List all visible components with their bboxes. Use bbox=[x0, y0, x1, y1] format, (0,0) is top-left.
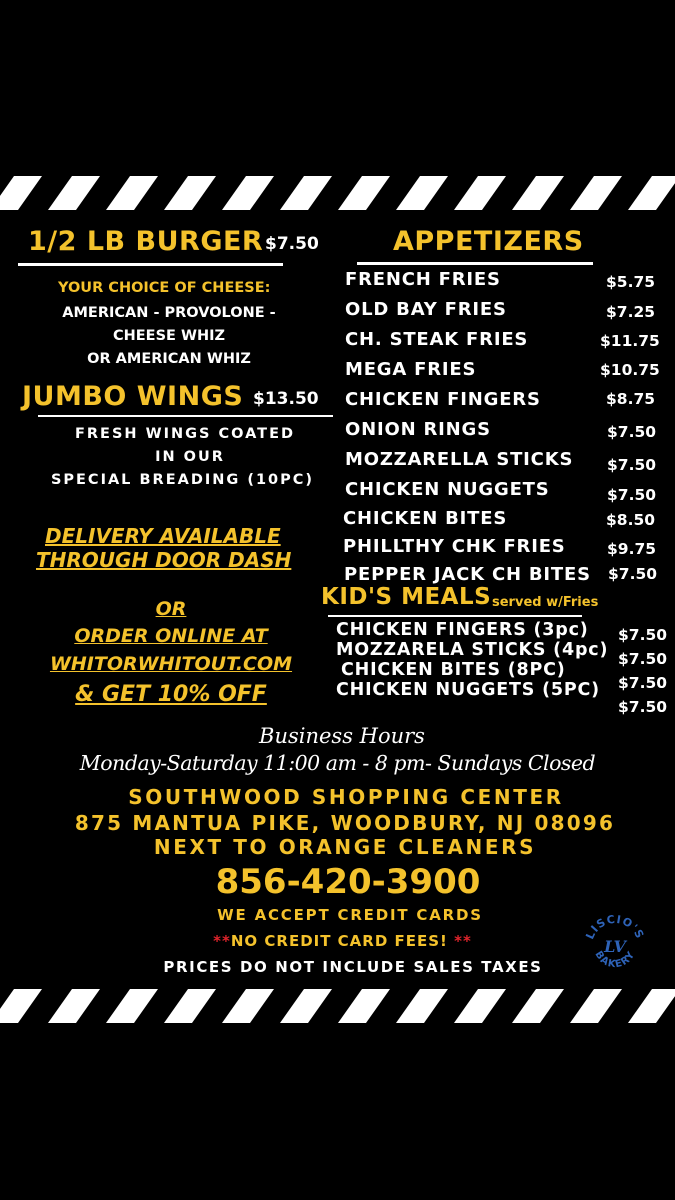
appetizer-name: PHILLTHY CHK FRIES bbox=[343, 536, 566, 557]
cheese-line-1: AMERICAN - PROVOLONE - bbox=[62, 305, 276, 321]
appetizer-price: $10.75 bbox=[600, 361, 660, 379]
kids-item-price: $7.50 bbox=[618, 698, 668, 716]
bakery-logo bbox=[580, 910, 650, 980]
fees-note bbox=[0, 932, 675, 950]
appetizer-price: $11.75 bbox=[600, 332, 660, 350]
fees-stars-left: ** bbox=[213, 932, 231, 950]
appetizers-underline bbox=[357, 262, 593, 265]
address-line-1: SOUTHWOOD SHOPPING CENTER bbox=[128, 785, 564, 809]
wings-underline bbox=[38, 415, 333, 417]
appetizer-name: FRENCH FRIES bbox=[345, 269, 501, 290]
appetizers-title: APPETIZERS bbox=[393, 226, 584, 257]
appetizer-price: $7.50 bbox=[607, 486, 657, 504]
wings-desc-3: SPECIAL BREADING (10PC) bbox=[50, 472, 315, 488]
credit-cards-note: WE ACCEPT CREDIT CARDS bbox=[217, 906, 483, 924]
hours-title: Business Hours bbox=[259, 724, 425, 748]
top-stripe-border bbox=[0, 176, 675, 210]
svg-text:LV: LV bbox=[604, 937, 626, 956]
appetizer-price: $7.50 bbox=[608, 565, 658, 583]
address-line-2: 875 MANTUA PIKE, WOODBURY, NJ 08096 bbox=[74, 811, 616, 835]
kids-item-name: CHICKEN FINGERS (3pc) bbox=[336, 620, 589, 640]
appetizer-name: MEGA FRIES bbox=[345, 359, 477, 380]
cheese-line-2: CHEESE WHIZ bbox=[112, 328, 226, 344]
fees-text: NO CREDIT CARD FEES! bbox=[230, 932, 455, 950]
tax-note: PRICES DO NOT INCLUDE SALES TAXES bbox=[163, 958, 543, 976]
burger-underline bbox=[18, 263, 283, 266]
svg-text:BAKERY: BAKERY bbox=[592, 949, 638, 971]
kids-item-name: CHICKEN NUGGETS (5PC) bbox=[336, 680, 600, 700]
appetizer-price: $8.50 bbox=[606, 511, 656, 529]
kids-item-name: CHICKEN BITES (8PC) bbox=[341, 660, 566, 680]
fees-stars-right: ** bbox=[454, 932, 472, 950]
kids-item-price: $7.50 bbox=[618, 650, 668, 668]
kids-item-price: $7.50 bbox=[618, 674, 668, 692]
wings-price: $13.50 bbox=[253, 389, 319, 409]
appetizer-price: $8.75 bbox=[606, 390, 656, 408]
appetizer-price: $7.25 bbox=[606, 303, 656, 321]
kids-item-price: $7.50 bbox=[618, 626, 668, 644]
address-line-3: NEXT TO ORANGE CLEANERS bbox=[153, 835, 537, 859]
appetizer-price: $7.50 bbox=[607, 423, 657, 441]
appetizer-price: $9.75 bbox=[607, 540, 657, 558]
appetizer-name: PEPPER JACK CH BITES bbox=[344, 564, 591, 585]
online-or: OR bbox=[155, 598, 187, 620]
online-site-link[interactable]: WHITORWHITOUT.COM bbox=[49, 653, 293, 675]
burger-title: 1/2 LB BURGER bbox=[28, 226, 264, 257]
phone-number[interactable]: 856-420-3900 bbox=[215, 862, 481, 902]
hours-text: Monday-Saturday 11:00 am - 8 pm- Sundays Closed bbox=[79, 751, 596, 775]
wings-desc-2: IN OUR bbox=[155, 449, 225, 465]
delivery-line-1: DELIVERY AVAILABLE bbox=[45, 524, 281, 548]
kids-item-name: MOZZARELA STICKS (4pc) bbox=[336, 640, 609, 660]
cheese-line-3: OR AMERICAN WHIZ bbox=[87, 351, 251, 367]
kids-meals-underline bbox=[328, 615, 582, 617]
svg-text:LISCIO'S: LISCIO'S bbox=[583, 912, 647, 942]
wings-title: JUMBO WINGS bbox=[22, 381, 244, 412]
online-line-1: ORDER ONLINE AT bbox=[74, 625, 268, 647]
appetizer-price: $7.50 bbox=[607, 456, 657, 474]
kids-meals-title: KID'S MEALS bbox=[321, 584, 492, 610]
delivery-line-2: THROUGH DOOR DASH bbox=[36, 548, 292, 572]
burger-price: $7.50 bbox=[265, 234, 319, 254]
appetizer-name: MOZZARELLA STICKS bbox=[345, 449, 574, 470]
bottom-stripe-border bbox=[0, 989, 675, 1023]
appetizer-name: CHICKEN NUGGETS bbox=[345, 479, 550, 500]
appetizer-name: CHICKEN FINGERS bbox=[345, 389, 541, 410]
appetizer-name: OLD BAY FRIES bbox=[345, 299, 507, 320]
cheese-header: YOUR CHOICE OF CHEESE: bbox=[58, 280, 271, 296]
wings-desc-1: FRESH WINGS COATED bbox=[74, 426, 296, 442]
online-offer: & GET 10% OFF bbox=[75, 682, 267, 707]
appetizer-price: $5.75 bbox=[606, 273, 656, 291]
kids-meals-subtitle: served w/Fries bbox=[492, 595, 599, 610]
appetizer-name: ONION RINGS bbox=[345, 419, 491, 440]
appetizer-name: CH. STEAK FRIES bbox=[345, 329, 529, 350]
appetizer-name: CHICKEN BITES bbox=[343, 508, 508, 529]
